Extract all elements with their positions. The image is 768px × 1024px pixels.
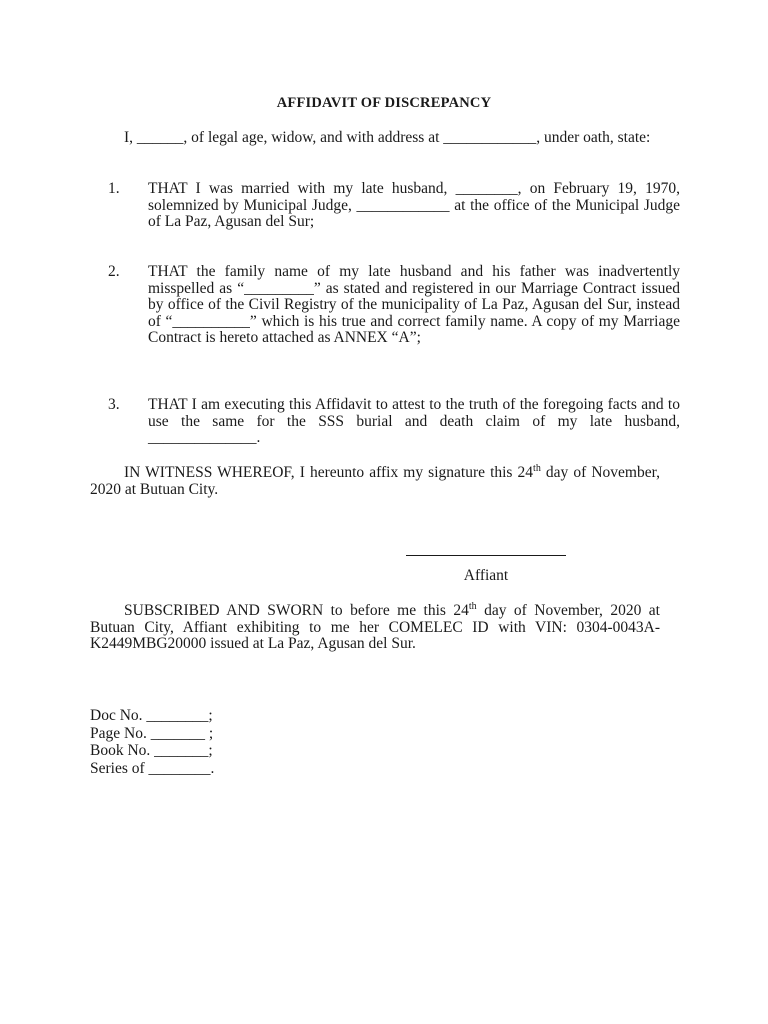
intro-paragraph: I, ______, of legal age, widow, and with address at ____________, under oath, state: (124, 129, 651, 146)
subscribed-paragraph (90, 603, 660, 653)
subscribed-text-after: day of November, 2020 at Butuan City, Affiant exhibiting to me her COMELEC ID with VIN: 0304-0043A-K2449MBG20000 issued at La Paz, Agusan del Sur. (90, 602, 660, 653)
witness-text-before: IN WITNESS WHEREOF, I hereunto affix my signature this 24 (124, 464, 534, 481)
item-text: THAT the family name of my late husband and his father was inadvertently misspelled as “_________” as stated and registered in our Marriage Contract issued by office of the Civil Registry of the municipality of La Paz, Agusan del Sur, instead of “__________” which is his true and correct family name. A copy of my Marriage Contract is hereto attached as ANNEX “A”; (148, 263, 680, 347)
page-number: Page No. _______ ; (90, 724, 214, 742)
list-item (108, 396, 680, 447)
item-number: 3. (108, 396, 120, 413)
item-number: 2. (108, 263, 120, 280)
affiant-label: Affiant (463, 567, 509, 584)
series-number: Series of ________. (90, 759, 215, 777)
item-text: THAT I am executing this Affidavit to attest to the truth of the foregoing facts and to use the same for the SSS burial and death claim of my late husband, ______________. (148, 396, 680, 447)
document-title: AFFIDAVIT OF DISCREPANCY (276, 95, 492, 111)
witness-text-after: day of November, 2020 at Butuan City. (90, 464, 661, 498)
item-number: 1. (108, 180, 120, 197)
witness-paragraph (90, 465, 660, 498)
item-text: THAT I was married with my late husband, ________, on February 19, 1970, solemnized by Municipal Judge, ____________ at the office of the Municipal Judge of La Paz, Agusan del Sur; (148, 180, 680, 231)
book-number: Book No. _______; (90, 742, 213, 759)
ordinal-suffix: th (533, 463, 541, 474)
doc-number: Doc No. ________; (90, 707, 213, 724)
notary-details (90, 707, 214, 777)
signature-line (406, 555, 566, 556)
subscribed-text-before: SUBSCRIBED AND SWORN to before me this 24 (124, 602, 469, 619)
list-item (108, 263, 680, 347)
list-item (108, 180, 680, 231)
ordinal-suffix: th (468, 601, 477, 612)
